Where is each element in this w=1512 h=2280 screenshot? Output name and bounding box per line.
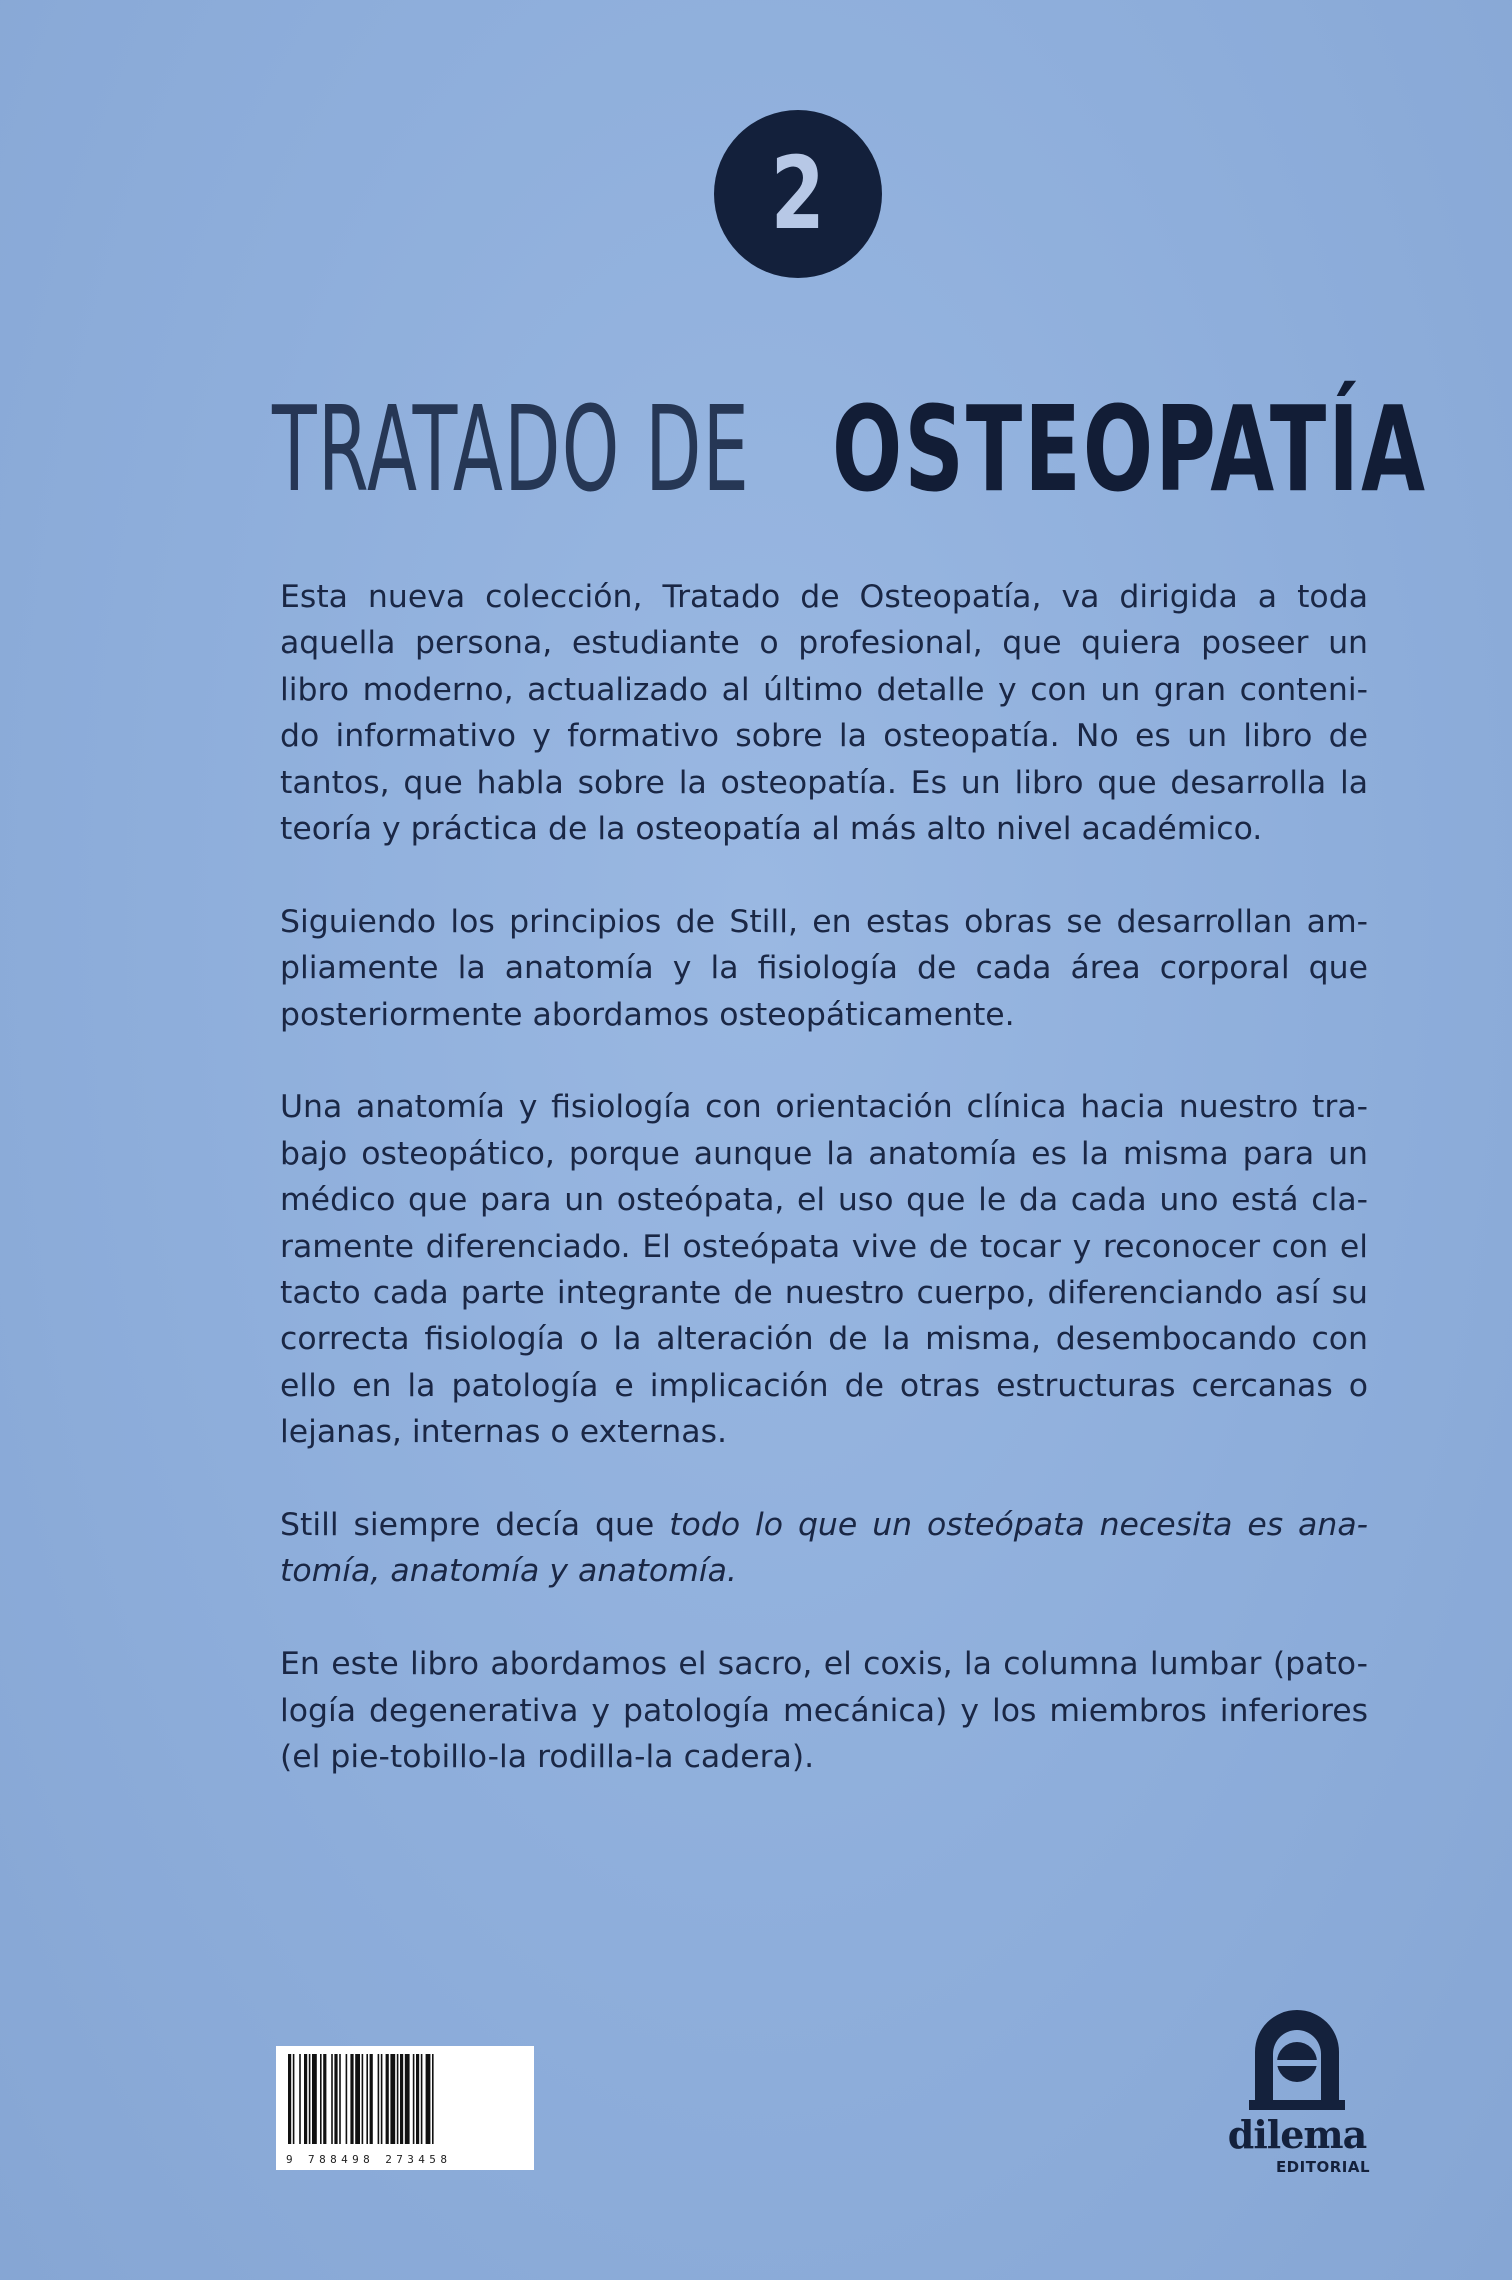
barcode-bars bbox=[286, 2054, 524, 2146]
dilema-logo-icon bbox=[1247, 2004, 1347, 2114]
blurb-paragraph-4-lead: Still siempre decía que bbox=[280, 1507, 670, 1544]
publisher-name: dilema bbox=[1227, 2112, 1367, 2157]
blurb-paragraph-5: En este libro abordamos el sacro, el coxis, la columna lumbar (pato-logía degenerativa y patología mecánica) y los miembros inferiores (el pie-tobillo-la rodilla-la cadera). bbox=[280, 1646, 1368, 1776]
isbn-barcode bbox=[276, 2046, 534, 2170]
blurb bbox=[280, 574, 1368, 1827]
blurb-paragraph-3: Una anatomía y fisiología con orientación clínica hacia nuestro tra-bajo osteopático, porque aunque la anatomía es la misma para un médico que para un osteópata, el uso que le da cada uno está cla-ramente diferenciado. El osteópata vive de tocar y reconocer con el tacto cada parte integrante de nuestro cuerpo, diferenciando así su correcta fisiología o la alteración de la misma, desembocando con ello en la patología e implicación de otras estructuras cercanas o lejanas, internas o externas. bbox=[280, 1089, 1368, 1451]
book-title bbox=[272, 380, 1428, 518]
blurb-paragraph-2: Siguiendo los principios de Still, en estas obras se desarrollan am-pliamente la anatomía y la fisiología de cada área corporal que posteriormente abordamos osteopáticamente. bbox=[280, 903, 1368, 1033]
publisher-subtitle: EDITORIAL bbox=[1275, 2158, 1370, 2176]
blurb-paragraph-4 bbox=[280, 1502, 1368, 1595]
title-light-part: TRATADO DE bbox=[272, 380, 751, 518]
title-bold-part: OSTEOPATÍA bbox=[832, 380, 1428, 518]
blurb-paragraph-1: Esta nueva colección, Tratado de Osteopatía, va dirigida a toda aquella persona, estudiante o profesional, que quiera poseer un libro moderno, actualizado al último detalle y con un gran conteni-do informativo y formativo sobre la osteopatía. No es un libro de tantos, que habla sobre la osteopatía. Es un libro que desarrolla la teoría y práctica de la osteopatía al más alto nivel académico. bbox=[280, 579, 1368, 848]
publisher-logo bbox=[1224, 2004, 1370, 2180]
isbn-digits: 9 788498 273458 bbox=[286, 2153, 452, 2166]
volume-number: 2 bbox=[770, 135, 826, 252]
blurb-quote: todo lo que un osteópata necesita es ana-tomía, anatomía y anatomía. bbox=[280, 1507, 1368, 1590]
volume-number-badge bbox=[714, 110, 882, 278]
